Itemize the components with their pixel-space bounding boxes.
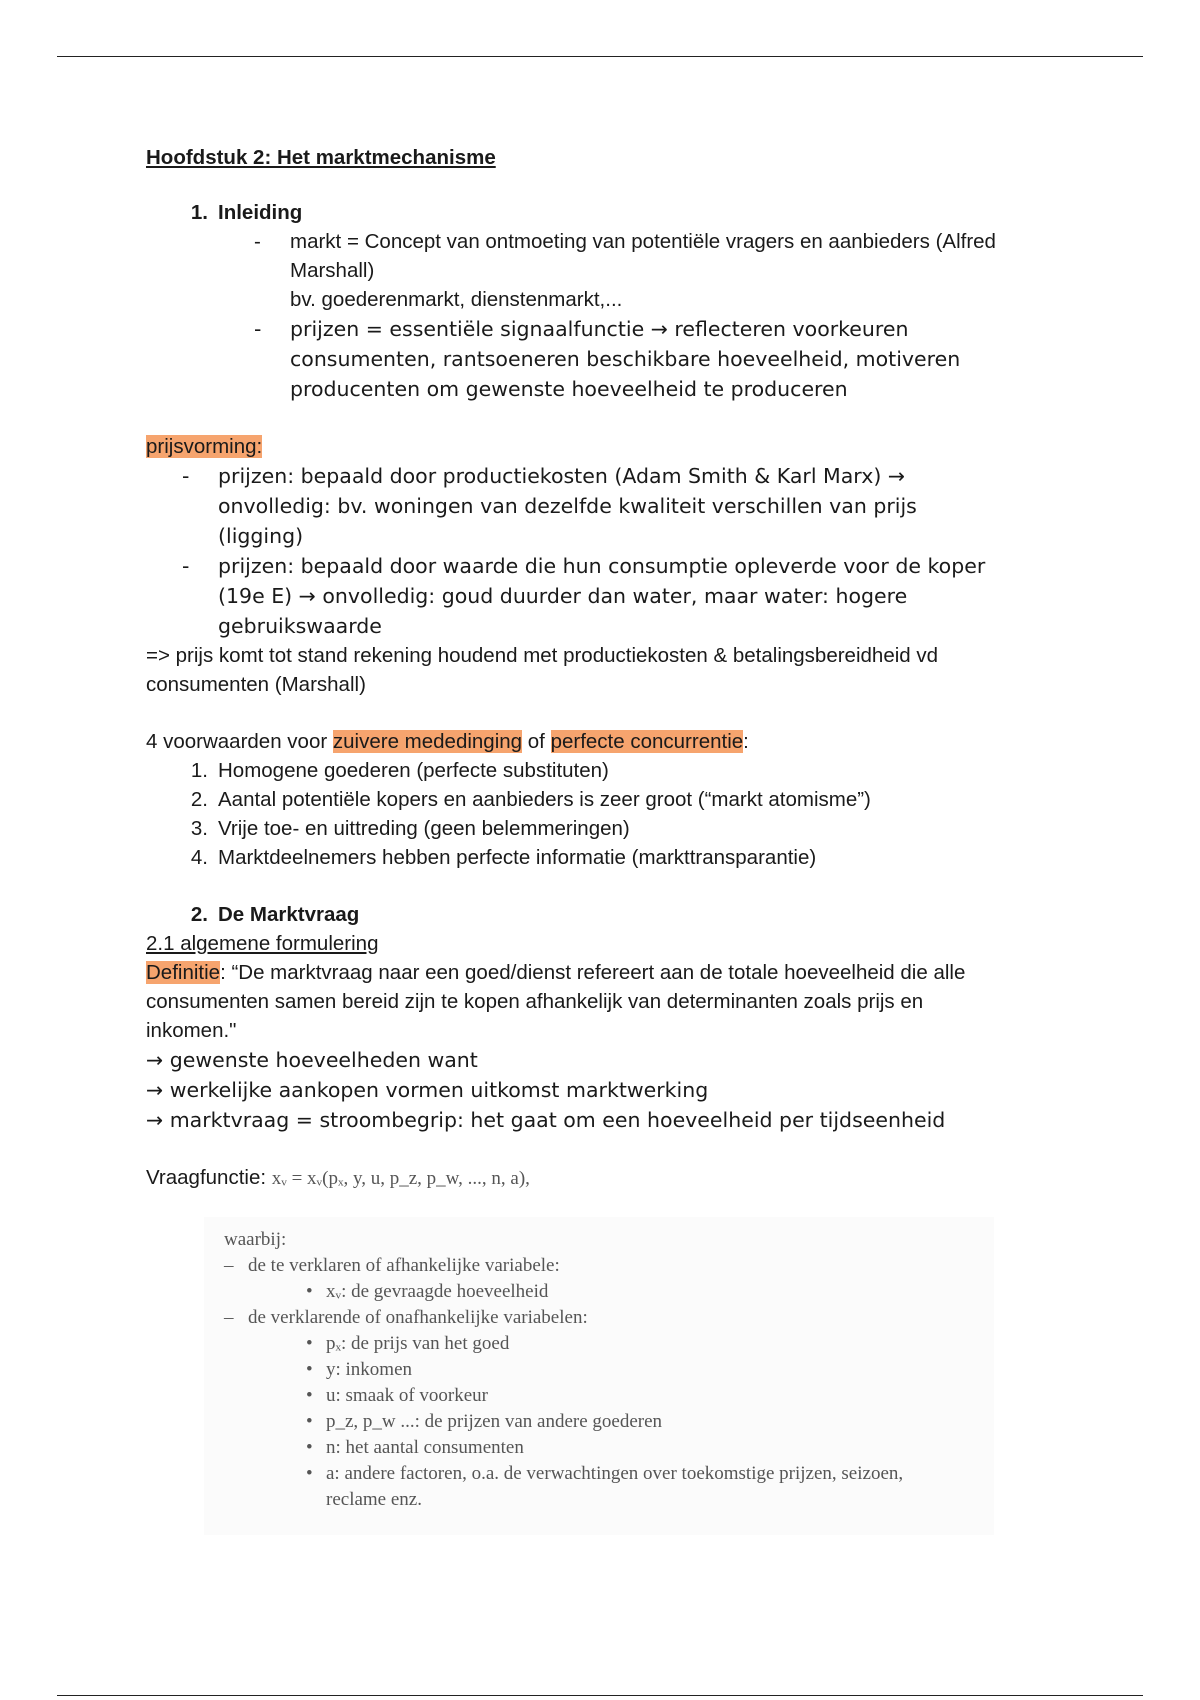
- box-text: waarbij:: [224, 1229, 287, 1250]
- variables-box: [204, 1217, 994, 1535]
- list-item-continuation: producenten om gewenste hoeveelheid te produceren: [290, 377, 848, 401]
- section-2-heading: 2. De Marktvraag: [190, 903, 360, 926]
- chapter-title: Hoofdstuk 2: Het marktmechanisme: [146, 146, 496, 169]
- box-bullet-item: • y: inkomen: [306, 1359, 413, 1380]
- list-item-continuation: (19e E) → onvolledig: goud duurder dan water, maar water: hogere: [218, 584, 908, 608]
- definition-text: Definitie: “De marktvraag naar een goed/dienst refereert aan de totale hoeveelheid die alle: [146, 961, 966, 984]
- definition-text: consumenten samen bereid zijn te kopen afhankelijk van determinanten zoals prijs en: [146, 990, 924, 1013]
- arrow-line: → werkelijke aankopen vormen uitkomst marktwerking: [146, 1078, 709, 1102]
- list-item-continuation: onvolledig: bv. woningen van dezelfde kwaliteit verschillen van prijs: [218, 494, 917, 518]
- arrow-line: → marktvraag = stroombegrip: het gaat om een hoeveelheid per tijdseenheid: [146, 1108, 946, 1132]
- list-item: - markt = Concept van ontmoeting van potentiële vragers en aanbieders (Alfred: [254, 230, 996, 253]
- box-bullet-item: • xᵥ: de gevraagde hoeveelheid: [306, 1281, 549, 1302]
- list-item: - prijzen: bepaald door waarde die hun consumptie opleverde voor de koper: [182, 554, 986, 578]
- list-item-continuation: (ligging): [218, 524, 304, 548]
- box-bullet-continuation: reclame enz.: [326, 1489, 422, 1510]
- section-1-heading: 1. Inleiding: [190, 201, 303, 224]
- subsection-heading: 2.1 algemene formulering: [146, 932, 379, 955]
- document-body: [146, 143, 1066, 1193]
- conclusion-text: => prijs komt tot stand rekening houdend met productiekosten & betalingsbereidheid vd: [146, 644, 939, 667]
- list-item: 2. Aantal potentiële kopers en aanbieders is zeer groot (“markt atomisme”): [190, 788, 871, 811]
- top-rule: [57, 56, 1143, 57]
- box-bullet-item: • u: smaak of voorkeur: [306, 1385, 488, 1406]
- box-bullet-item: • n: het aantal consumenten: [306, 1437, 524, 1458]
- box-dash-item: – de te verklaren of afhankelijke variabele:: [224, 1255, 560, 1276]
- list-item-continuation: bv. goederenmarkt, dienstenmarkt,...: [290, 288, 623, 311]
- bottom-rule: [57, 1695, 1143, 1696]
- vraagfunctie: Vraagfunctie: xᵥ = xᵥ(pₓ, y, u, p_z, p_w, ..., n, a),: [146, 1166, 530, 1189]
- list-item: 4. Marktdeelnemers hebben perfecte informatie (markttransparantie): [190, 846, 817, 869]
- list-item: - prijzen = essentiële signaalfunctie → reflecteren voorkeuren: [254, 317, 909, 341]
- conclusion-text: consumenten (Marshall): [146, 673, 366, 696]
- list-item-continuation: consumenten, rantsoeneren beschikbare hoeveelheid, motiveren: [290, 347, 961, 371]
- arrow-line: → gewenste hoeveelheden want: [146, 1048, 478, 1072]
- list-item-continuation: gebruikswaarde: [218, 614, 382, 638]
- prijsvorming-label: prijsvorming:: [146, 435, 263, 458]
- box-bullet-item: • p_z, p_w ...: de prijzen van andere goederen: [306, 1411, 663, 1432]
- list-item: - prijzen: bepaald door productiekosten (Adam Smith & Karl Marx) →: [182, 464, 906, 488]
- box-dash-item: – de verklarende of onafhankelijke variabelen:: [224, 1307, 588, 1328]
- definition-text: inkomen.": [146, 1019, 237, 1042]
- list-item: 1. Homogene goederen (perfecte substituten): [190, 759, 609, 782]
- box-bullet-item: • a: andere factoren, o.a. de verwachtingen over toekomstige prijzen, seizoen,: [306, 1463, 904, 1484]
- voorwaarden-intro: 4 voorwaarden voor zuivere mededinging of perfecte concurrentie:: [146, 730, 749, 753]
- box-bullet-item: • pₓ: de prijs van het goed: [306, 1333, 510, 1354]
- list-item-continuation: Marshall): [290, 259, 375, 282]
- list-item: 3. Vrije toe- en uittreding (geen belemmeringen): [190, 817, 630, 840]
